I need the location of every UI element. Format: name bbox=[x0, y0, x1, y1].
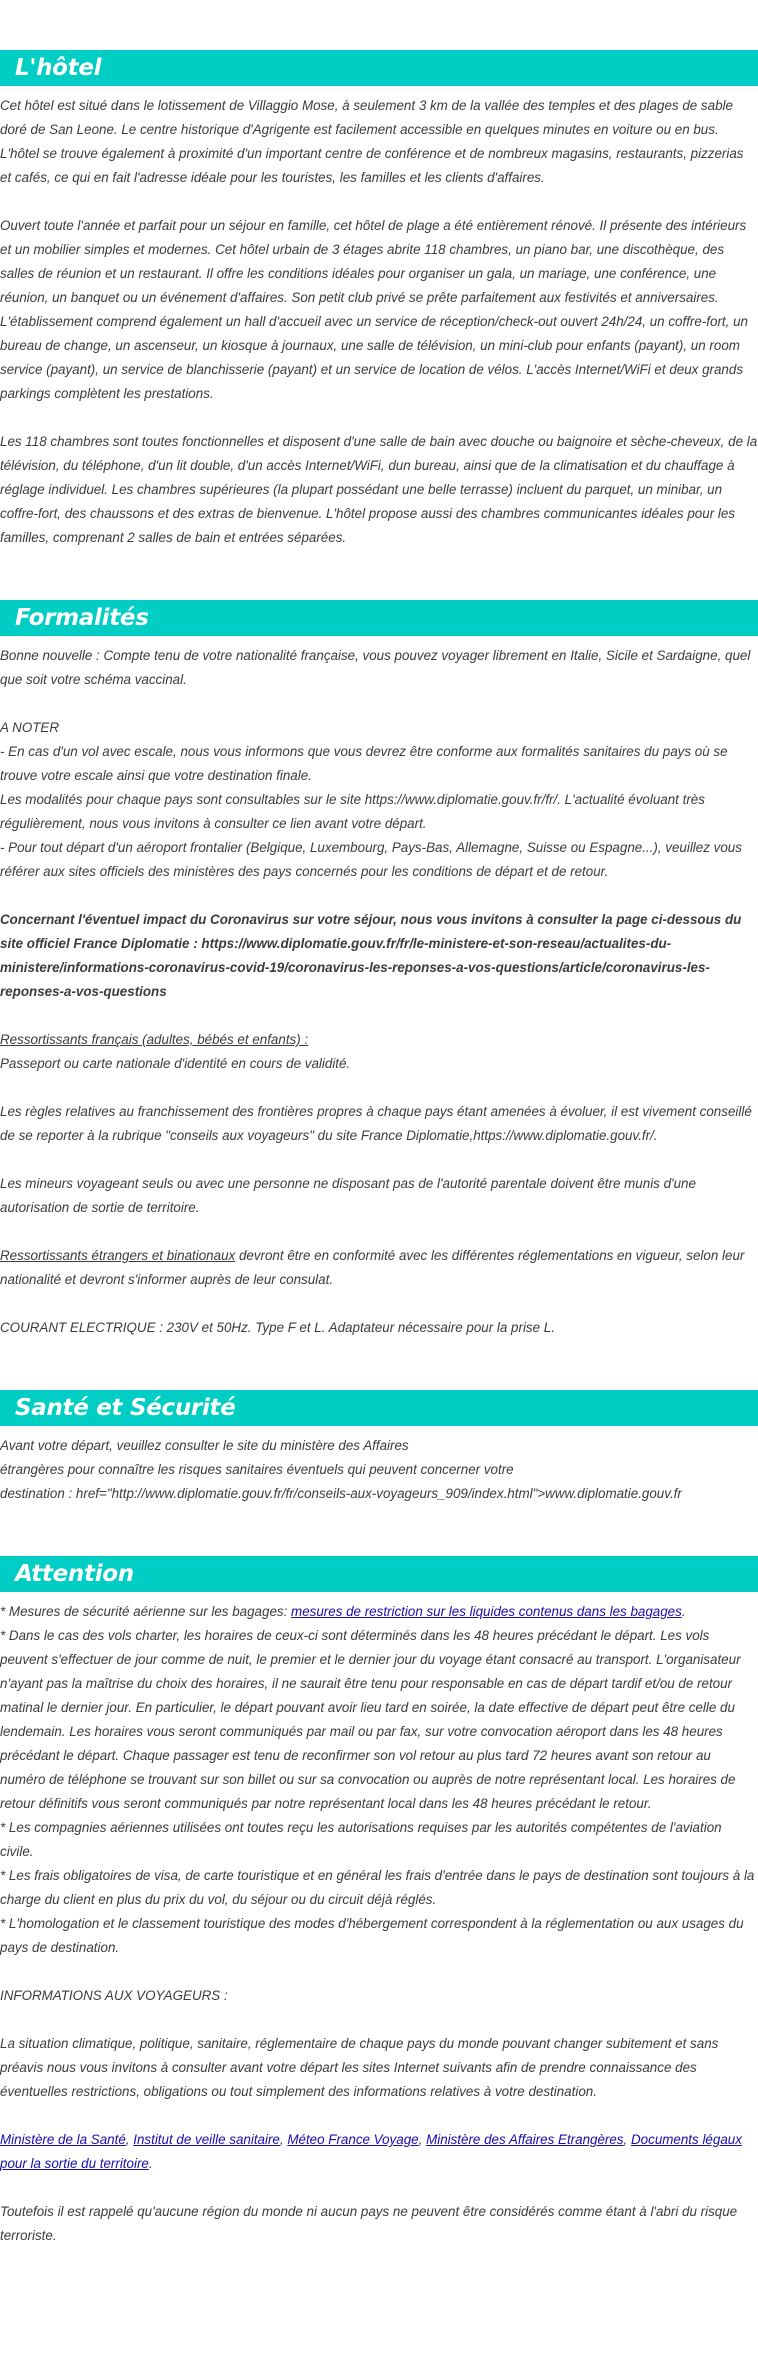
sante-line-3: destination : href="http://www.diplomatie.gouv.fr/fr/conseils-aux-voyageurs_909/index.html">www.diplomatie.gouv.fr bbox=[0, 1486, 682, 1501]
formalites-section bbox=[0, 600, 758, 1340]
formalites-body bbox=[0, 644, 758, 1340]
etrangers-paragraph bbox=[0, 1244, 758, 1292]
sante-line-2: étrangères pour connaître les risques sanitaires éventuels qui peuvent concerner votre bbox=[0, 1462, 514, 1477]
ressortissants-francais-text: Passeport ou carte nationale d'identité en cours de validité. bbox=[0, 1056, 351, 1071]
mineurs-paragraph: Les mineurs voyageant seuls ou avec une personne ne disposant pas de l'autorité parentale doivent être munis d'une autorisation de sortie de territoire. bbox=[0, 1176, 696, 1215]
link-documents-legaux[interactable]: Documents légaux pour la sortie du territoire bbox=[0, 2132, 742, 2171]
useful-links bbox=[0, 2128, 758, 2176]
situation-paragraph: La situation climatique, politique, sanitaire, réglementaire de chaque pays du monde pouvant changer subitement et sans préavis nous vous invitons à consulter avant votre départ les sites Internet suivants afin de prendre connaissance des éventuelles restrictions, obligations ou tout simplement des informations relatives à votre destination. bbox=[0, 2036, 719, 2099]
frontieres-paragraph: Les règles relatives au franchissement des frontières propres à chaque pays étant amenées à évoluer, il est vivement conseillé de se reporter à la rubrique "conseils aux voyageurs" du site France Diplomatie,https://www.diplomatie.gouv.fr/. bbox=[0, 1104, 752, 1143]
link-ministere-sante[interactable]: Ministère de la Santé bbox=[0, 2132, 126, 2147]
formalites-intro: Bonne nouvelle : Compte tenu de votre nationalité française, vous pouvez voyager librement en Italie, Sicile et Sardaigne, quel que soit votre schéma vaccinal. bbox=[0, 648, 751, 687]
sante-body bbox=[0, 1434, 758, 1506]
mesures-bagages-item bbox=[0, 1600, 758, 1624]
link-separator: , bbox=[279, 2132, 288, 2147]
attention-list bbox=[0, 1600, 758, 1960]
attention-section bbox=[0, 1556, 758, 2248]
a-noter-frontalier: - Pour tout départ d'un aéroport frontalier (Belgique, Luxembourg, Pays-Bas, Allemagne, Suisse ou Espagne...), veuillez vous référer aux sites officiels des ministères des pays concernés pour les conditions de départ et de retour. bbox=[0, 840, 742, 879]
hotel-section bbox=[0, 50, 758, 550]
a-noter-block bbox=[0, 716, 758, 884]
sante-paragraph bbox=[0, 1434, 758, 1506]
attention-body bbox=[0, 1600, 758, 2248]
link-affaires-etrangeres[interactable]: Ministère des Affaires Etrangères bbox=[426, 2132, 624, 2147]
ressortissants-francais-block bbox=[0, 1028, 758, 1076]
formalites-heading: Formalités bbox=[0, 600, 758, 636]
ressortissants-francais-label: Ressortissants français (adultes, bébés et enfants) : bbox=[0, 1032, 309, 1047]
mesures-restriction-link[interactable]: mesures de restriction sur les liquides contenus dans les bagages bbox=[291, 1604, 682, 1619]
mesures-suffix: . bbox=[681, 1604, 686, 1619]
link-meteo-france[interactable]: Méteo France Voyage bbox=[287, 2132, 419, 2147]
etrangers-text: devront être en conformité avec les différentes réglementations en vigueur, selon leur nationalité et devront s'informer auprès de leur consulat. bbox=[0, 1248, 745, 1287]
a-noter-escale: - En cas d'un vol avec escale, nous vous informons que vous devrez être conforme aux formalités sanitaires du pays où se trouve votre escale ainsi que votre destination finale. bbox=[0, 744, 728, 783]
sante-section bbox=[0, 1390, 758, 1506]
a-noter-label: A NOTER bbox=[0, 720, 60, 735]
terroriste-paragraph: Toutefois il est rappelé qu'aucune région du monde ni aucun pays ne peuvent être considérés comme étant à l'abri du risque terroriste. bbox=[0, 2204, 738, 2243]
infos-voyageurs-label: INFORMATIONS AUX VOYAGEURS : bbox=[0, 1988, 228, 2003]
mesures-prefix: * Mesures de sécurité aérienne sur les bagages: bbox=[0, 1604, 292, 1619]
covid-notice: Concernant l'éventuel impact du Coronavirus sur votre séjour, nous vous invitons à consulter la page ci-dessous du site officiel France Diplomatie : https://www.diplomatie.gouv.fr/fr/le-ministere-et-son-reseau/actualites-du-ministere/informations-coronavirus-covid-19/coronavirus-les-reponses-a-vos-questions/article/coronavirus-les-reponses-a-vos-questions bbox=[0, 912, 742, 999]
link-separator: , bbox=[623, 2132, 631, 2147]
link-separator: , bbox=[125, 2132, 134, 2147]
hotel-paragraph-facilities: Ouvert toute l'année et parfait pour un séjour en famille, cet hôtel de plage a été entièrement rénové. Il présente des intérieurs et un mobilier simples et modernes. Cet hôtel urbain de 3 étages abrite 118 chambres, un piano bar, une discothèque, des salles de réunion et un restaurant. Il offre les conditions idéales pour organiser un gala, un mariage, une conférence, une réunion, un banquet ou un événement d'affaires. Son petit club privé se prête parfaitement aux festivités et anniversaires. L'établissement comprend également un hall d'accueil avec un service de réception/check-out ouvert 24h/24, un coffre-fort, un bureau de change, un ascenseur, un kiosque à journaux, une salle de télévision, un mini-club pour enfants (payant), un room service (payant), un service de blanchisserie (payant) et un service de location de vélos. L'accès Internet/WiFi et deux grands parkings complètent les prestations. bbox=[0, 218, 748, 401]
links-end: . bbox=[148, 2156, 153, 2171]
attention-heading: Attention bbox=[0, 1556, 758, 1592]
etrangers-label: Ressortissants étrangers et binationaux bbox=[0, 1248, 236, 1263]
frais-item: * Les frais obligatoires de visa, de carte touristique et en général les frais d'entrée dans le pays de destination sont toujours à la charge du client en plus du prix du vol, du séjour ou du circuit déjà réglés. bbox=[0, 1868, 755, 1907]
homologation-item: * L'homologation et le classement touristique des modes d'hébergement correspondent à la réglementation ou aux usages du pays de destination. bbox=[0, 1916, 744, 1955]
charter-item: * Dans le cas des vols charter, les horaires de ceux-ci sont déterminés dans les 48 heures précédant le départ. Les vols peuvent s'effectuer de jour comme de nuit, le premier et le dernier jour du voyage étant consacré au transport. L'organisateur n'ayant pas la maîtrise du choix des horaires, il ne saurait être tenu pour responsable en cas de départ tardif et/ou de retour matinal le dernier jour. En particulier, le départ pouvant avoir lieu tard en soirée, la date effective de départ peut être celle du lendemain. Les horaires vous seront communiqués par mail ou par fax, sur votre convocation aéroport dans les 48 heures précédant le départ. Chaque passager est tenu de reconfirmer son vol retour au plus tard 72 heures avant son retour au numéro de téléphone se trouvant sur son billet ou sur sa convocation ou auprès de notre représentant local. Les horaires de retour définitifs vous seront communiqués par notre représentant local dans les 48 heures précédant le retour. bbox=[0, 1628, 741, 1811]
courant-electrique: COURANT ELECTRIQUE : 230V et 50Hz. Type F et L. Adaptateur nécessaire pour la prise L. bbox=[0, 1320, 555, 1335]
a-noter-modalites: Les modalités pour chaque pays sont consultables sur le site https://www.diplomatie.gouv.fr/fr/. L'actualité évoluant très régulièrement, nous vous invitons à consulter ce lien avant votre départ. bbox=[0, 792, 705, 831]
hotel-paragraph-location: Cet hôtel est situé dans le lotissement de Villaggio Mose, à seulement 3 km de la vallée des temples et des plages de sable doré de San Leone. Le centre historique d'Agrigente est facilement accessible en quelques minutes en voiture ou en bus. L'hôtel se trouve également à proximité d'un important centre de conférence et de nombreux magasins, restaurants, pizzerias et cafés, ce qui en fait l'adresse idéale pour les touristes, les familles et les clients d'affaires. bbox=[0, 98, 744, 185]
link-institut-veille[interactable]: Institut de veille sanitaire bbox=[133, 2132, 280, 2147]
hotel-paragraph-rooms: Les 118 chambres sont toutes fonctionnelles et disposent d'une salle de bain avec douche ou baignoire et sèche-cheveux, de la télévision, du téléphone, d'un lit double, d'un accès Internet/WiFi, dun bureau, ainsi que de la climatisation et du chauffage à réglage individuel. Les chambres supérieures (la plupart possédant une belle terrasse) incluent du parquet, un minibar, un coffre-fort, des chaussons et des extras de bienvenue. L'hôtel propose aussi des chambres communicantes idéales pour les familles, comprenant 2 salles de bain et entrées séparées. bbox=[0, 434, 758, 545]
hotel-body bbox=[0, 94, 758, 550]
compagnies-item: * Les compagnies aériennes utilisées ont toutes reçu les autorisations requises par les autorités compétentes de l'aviation civile. bbox=[0, 1820, 722, 1859]
link-separator: , bbox=[418, 2132, 427, 2147]
hotel-heading: L'hôtel bbox=[0, 50, 758, 86]
sante-heading: Santé et Sécurité bbox=[0, 1390, 758, 1426]
sante-line-1: Avant votre départ, veuillez consulter le site du ministère des Affaires bbox=[0, 1438, 409, 1453]
